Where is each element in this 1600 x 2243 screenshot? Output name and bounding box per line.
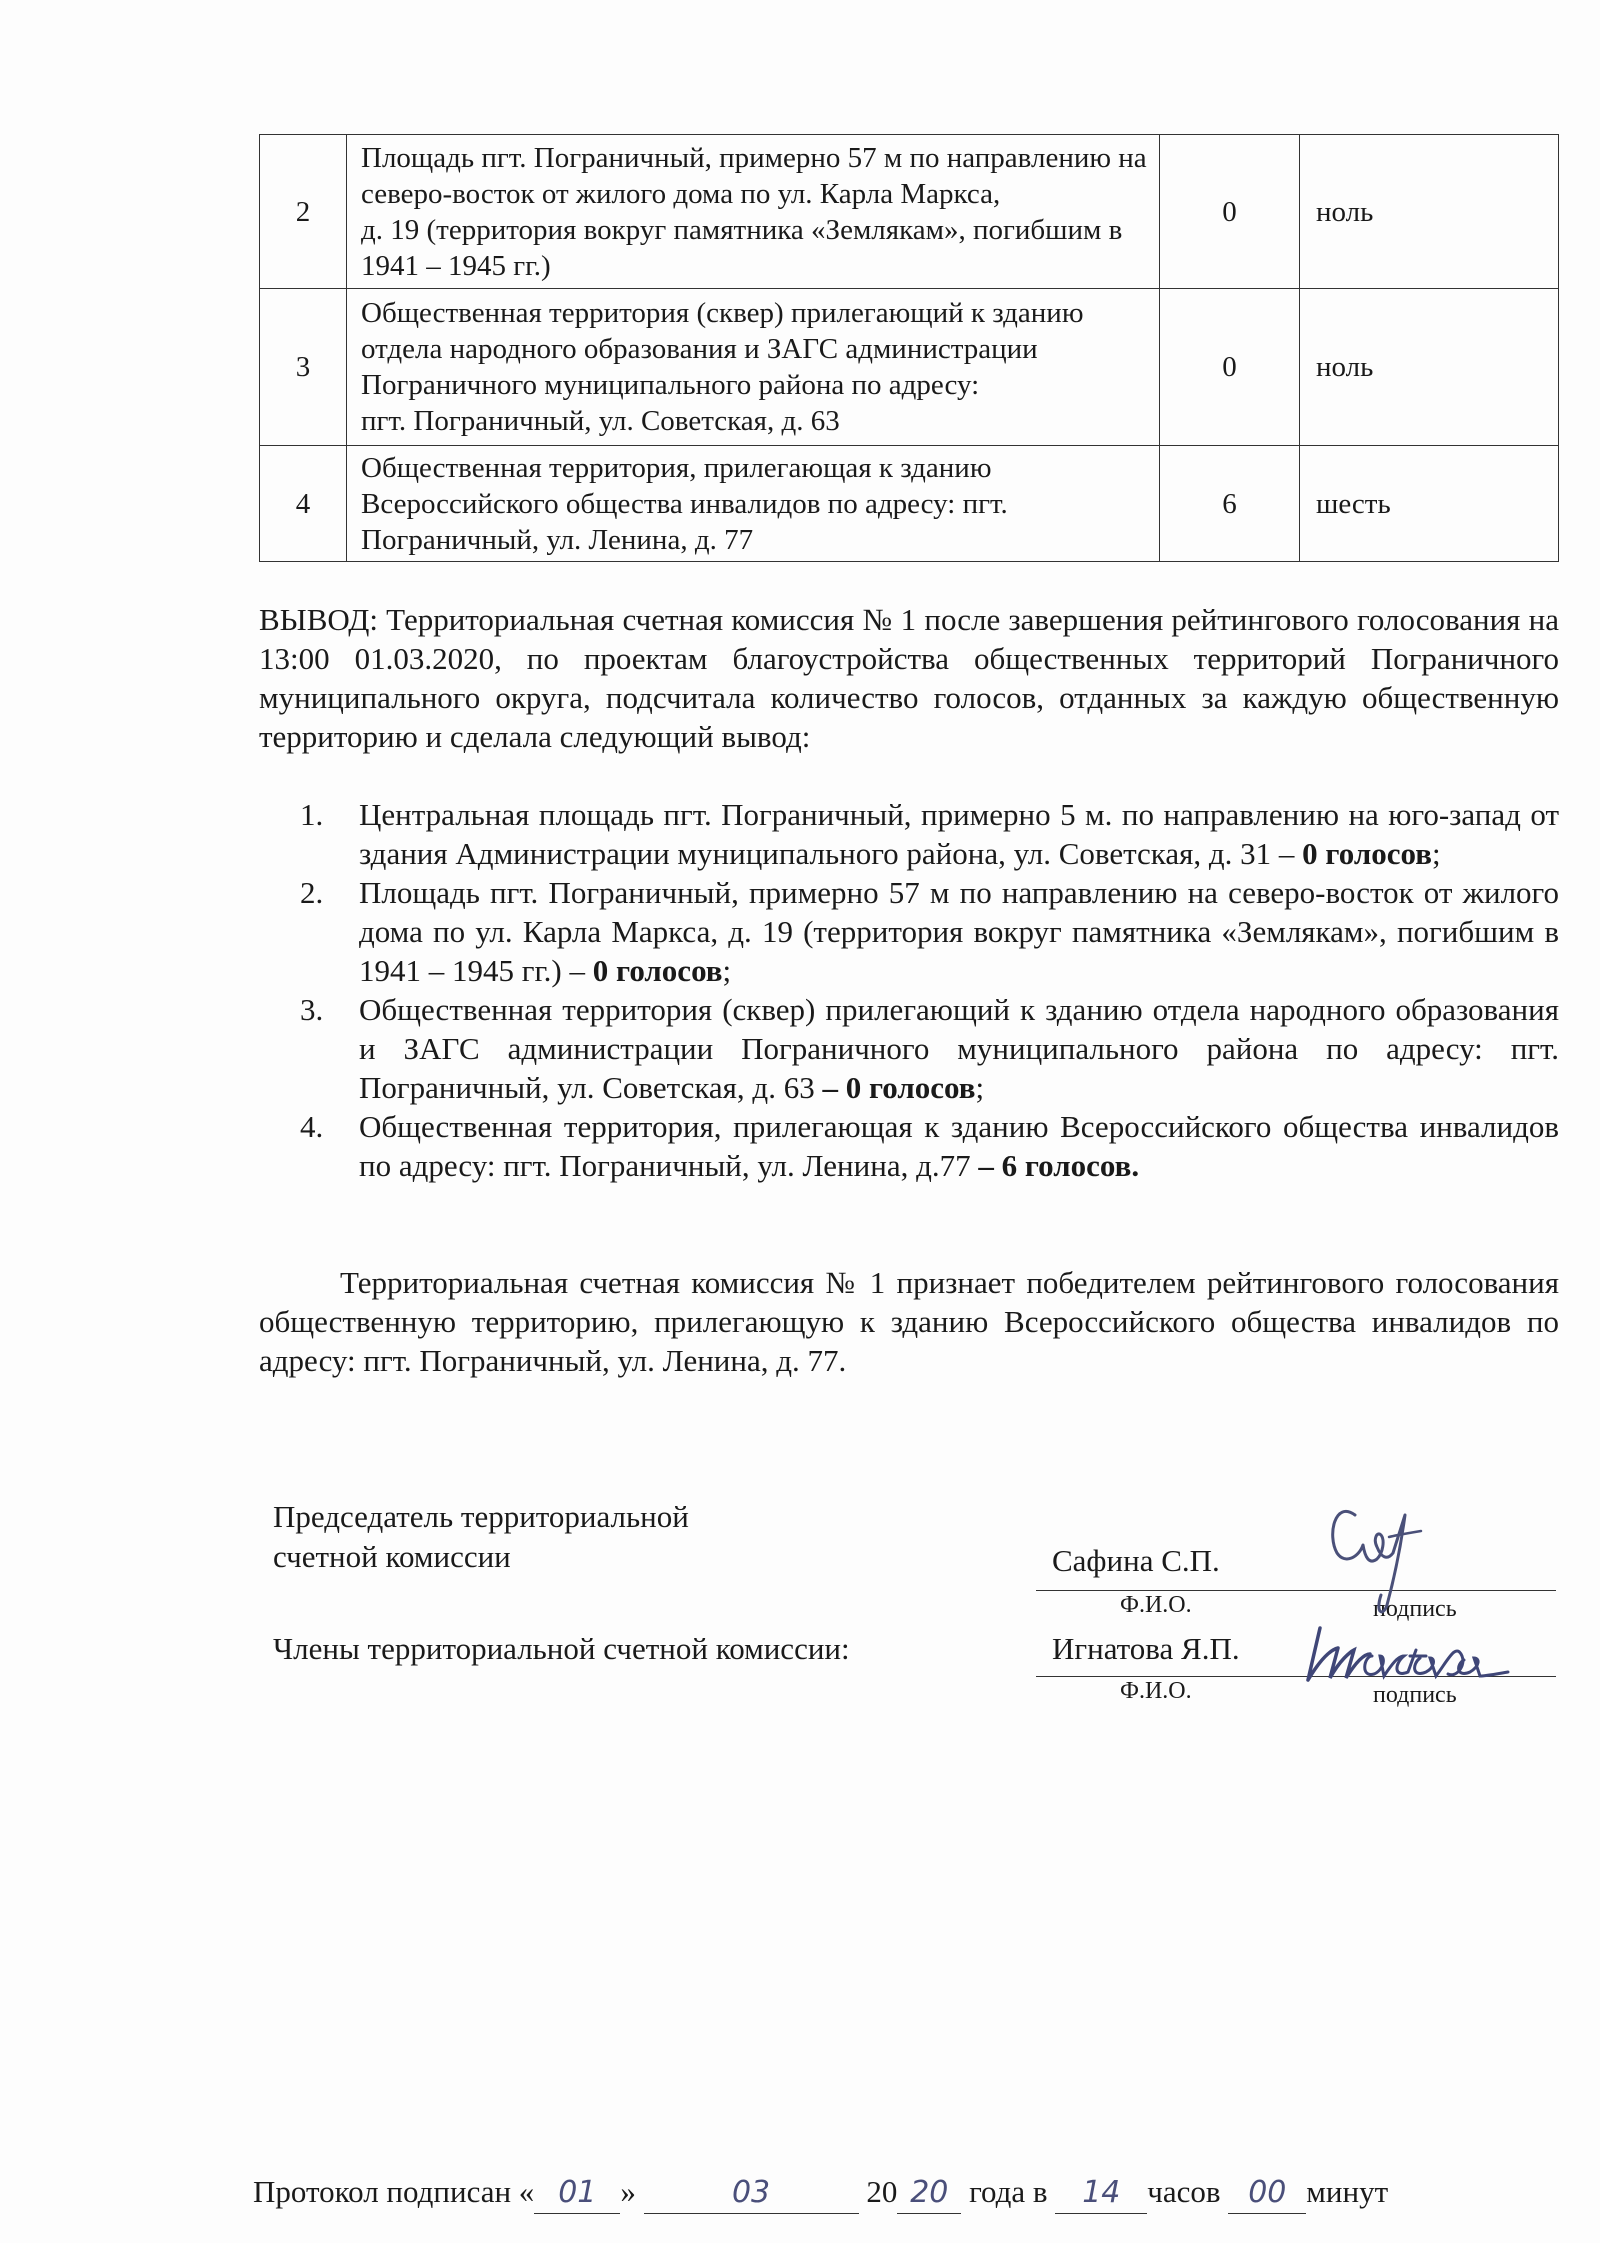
list-number: 1. xyxy=(300,797,324,832)
territory-line: Пограничного муниципального района по адресу: xyxy=(361,369,980,401)
territory-line: Площадь пгт. Пограничный, примерно 57 м по направлению на xyxy=(361,141,1147,174)
signature-caption: подпись xyxy=(1373,1596,1457,1622)
fio-caption: Ф.И.О. xyxy=(1120,1592,1192,1618)
territory-line: Общественная территория, прилегающая к зданию xyxy=(361,451,992,484)
day-field xyxy=(534,2172,620,2214)
month-value: 03 xyxy=(731,2175,771,2210)
hour-field xyxy=(1055,2172,1147,2214)
territory-name xyxy=(347,446,1160,562)
signature-line xyxy=(1036,1590,1556,1591)
item-text: Общественная территория (сквер) прилегающий к зданию отдела народного образования и ЗАГС администрации Пограничного муниципального района по адресу: пгт. Пограничный, ул. Советская, д. 63 xyxy=(359,992,1559,1105)
minutes-label: минут xyxy=(1306,2174,1389,2209)
footer-prefix: Протокол подписан « xyxy=(253,2174,535,2209)
votes-words: шесть xyxy=(1300,446,1559,562)
territory-line: северо-восток от жилого дома по ул. Карла Маркса, xyxy=(361,177,1001,210)
row-number: 3 xyxy=(260,289,347,446)
member-signature-image xyxy=(1280,1620,1545,1690)
list-number: 3. xyxy=(300,992,324,1027)
territory-name xyxy=(347,135,1160,289)
hour-value: 14 xyxy=(1082,2175,1121,2210)
item-votes: – 6 голосов. xyxy=(978,1148,1140,1183)
year-suffix: года в xyxy=(969,2174,1048,2209)
results-list xyxy=(300,795,1559,1185)
item-end: ; xyxy=(722,953,732,988)
chair-signature-image xyxy=(1325,1495,1435,1620)
member-name: Игнатова Я.П. xyxy=(1052,1631,1240,1666)
votes-words: ноль xyxy=(1300,135,1559,289)
chair-name: Сафина С.П. xyxy=(1052,1543,1220,1578)
conclusion-paragraph: ВЫВОД: Территориальная счетная комиссия № 1 после завершения рейтингового голосования на 13:00 01.03.2020, по проектам благоустройства общественных территорий Пограничного муниципального округа, подсчитала количество голосов, отданных за каждую общественную территорию и сделала следующий вывод: xyxy=(259,602,1559,754)
row-number: 2 xyxy=(260,135,347,289)
month-field xyxy=(644,2172,859,2214)
year-prefix: 20 xyxy=(866,2174,898,2209)
votes-words: ноль xyxy=(1300,289,1559,446)
item-text: Центральная площадь пгт. Пограничный, примерно 5 м. по направлению на юго-запад от здания Администрации муниципального района, ул. Советская, д. 31 – xyxy=(359,797,1559,871)
chair-title-line: счетной комиссии xyxy=(273,1539,511,1574)
list-number: 4. xyxy=(300,1109,324,1144)
results-table xyxy=(259,134,1559,562)
signature-caption: подпись xyxy=(1373,1682,1457,1708)
item-votes: – 0 голосов xyxy=(822,1070,976,1105)
list-item xyxy=(300,990,1559,1107)
territory-line: Пограничный, ул. Ленина, д. 77 xyxy=(361,523,754,556)
item-votes: 0 голосов xyxy=(1302,836,1432,871)
chair-title xyxy=(273,1497,833,1577)
territory-line: пгт. Пограничный, ул. Советская, д. 63 xyxy=(361,405,840,437)
row-number: 4 xyxy=(260,446,347,562)
item-text: Площадь пгт. Пограничный, примерно 57 м по направлению на северо-восток от жилого дома по ул. Карла Маркса, д. 19 (территория вокруг памятника «Землякам», погибшим в 1941 – 1945 гг.) – xyxy=(359,875,1559,988)
fio-caption: Ф.И.О. xyxy=(1120,1678,1192,1704)
list-item xyxy=(300,795,1559,873)
chair-title-line: Председатель территориальной xyxy=(273,1499,689,1534)
year-value: 20 xyxy=(910,2175,949,2210)
list-item xyxy=(300,873,1559,990)
members-title: Члены территориальной счетной комиссии: xyxy=(273,1631,850,1666)
territory-line: д. 19 (территория вокруг памятника «Землякам», погибшим в xyxy=(361,213,1123,246)
year-field xyxy=(897,2172,961,2214)
item-end: ; xyxy=(1431,836,1441,871)
territory-line: 1941 – 1945 гг.) xyxy=(361,249,551,282)
territory-name xyxy=(347,289,1160,446)
table-row xyxy=(260,446,1559,562)
item-votes: 0 голосов xyxy=(592,953,723,988)
votes-count: 6 xyxy=(1160,446,1300,562)
winner-paragraph: Территориальная счетная комиссия № 1 признает победителем рейтингового голосования общественную территорию, прилегающую к зданию Всероссийского общества инвалидов по адресу: пгт. Пограничный, ул. Ленина, д. 77. xyxy=(259,1265,1559,1378)
votes-count: 0 xyxy=(1160,135,1300,289)
item-text: Общественная территория, прилегающая к зданию Всероссийского общества инвалидов по адресу: пгт. Пограничный, ул. Ленина, д.77 xyxy=(359,1109,1559,1183)
table-row xyxy=(260,135,1559,289)
minutes-field xyxy=(1228,2172,1306,2214)
table-row xyxy=(260,289,1559,446)
territory-line: Всероссийского общества инвалидов по адресу: пгт. xyxy=(361,487,1008,520)
list-item xyxy=(300,1107,1559,1185)
votes-count: 0 xyxy=(1160,289,1300,446)
day-value: 01 xyxy=(558,2175,597,2210)
minutes-value: 00 xyxy=(1248,2175,1287,2210)
item-end: ; xyxy=(975,1070,985,1105)
list-number: 2. xyxy=(300,875,324,910)
territory-line: отдела народного образования и ЗАГС администрации xyxy=(361,333,1038,365)
territory-line: Общественная территория (сквер) прилегающий к зданию xyxy=(361,297,1084,329)
footer-quote-close: » xyxy=(620,2174,636,2209)
hours-label: часов xyxy=(1147,2174,1221,2209)
protocol-signed-line xyxy=(253,2172,1593,2214)
